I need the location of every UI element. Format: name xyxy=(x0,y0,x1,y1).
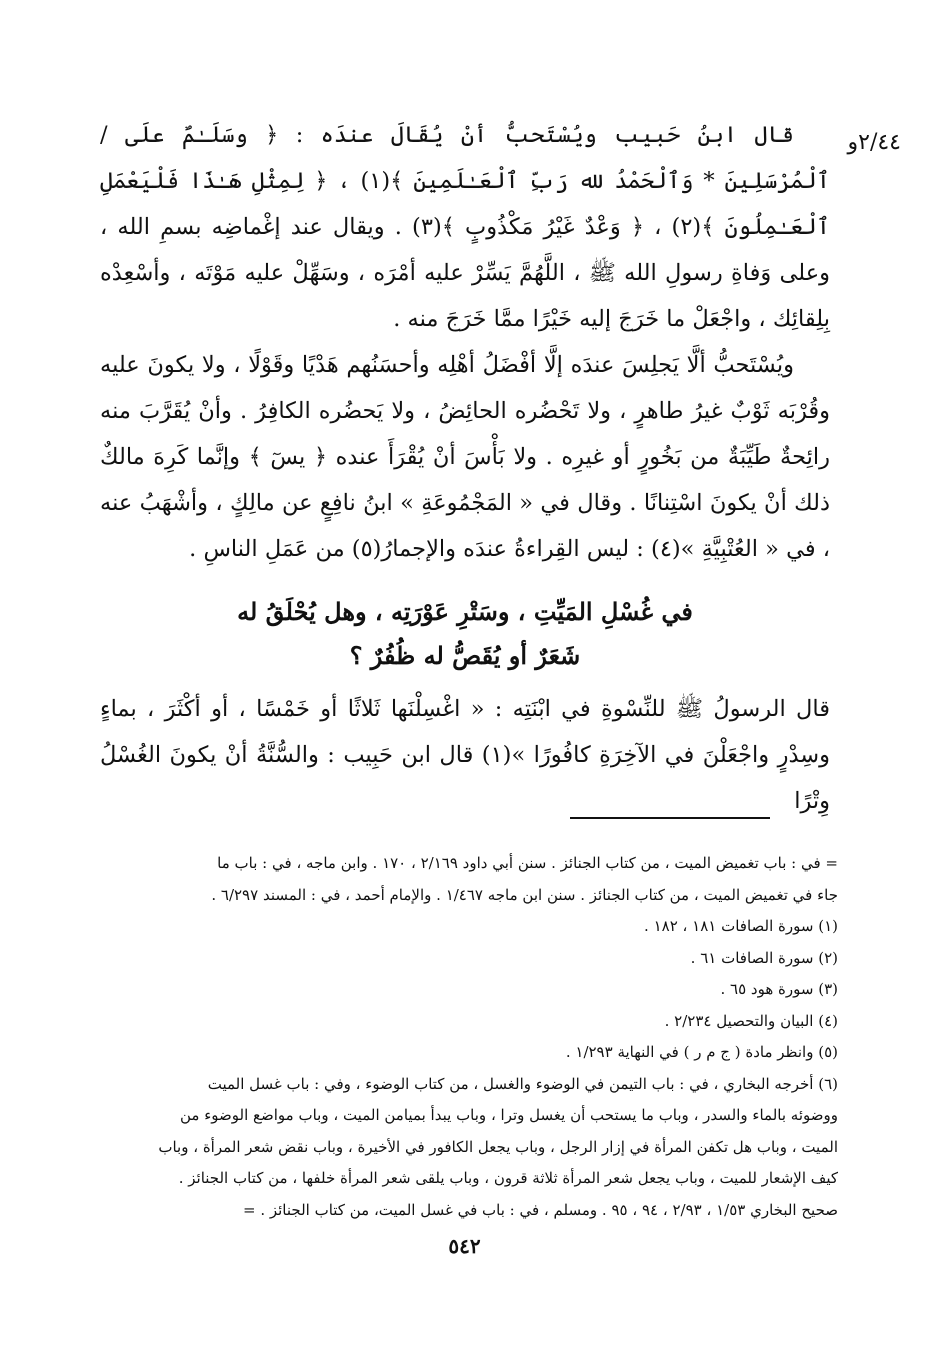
section-heading xyxy=(100,590,830,678)
main-text xyxy=(100,112,830,572)
manuscript-folio-note: ٢/٤٤و xyxy=(847,130,901,155)
main-text-continued xyxy=(100,686,830,824)
footnote-line: = في : باب تغميض الميت ، من كتاب الجنائز . سنن أبي داود ٢/١٦٩ ، ١٧٠ . وابن ماجه ، في : باب ما xyxy=(217,854,838,872)
footnote-line: كيف الإشعار للميت ، وباب يجعل شعر المرأة ثلاثة قرون ، وباب يلقى شعر المرأة خلفها ، من كتاب الجنائز . xyxy=(178,1169,838,1187)
paragraph-2: ويُسْتَحبُّ ألَّا يَجلِسَ عندَه إلَّا أفْضَلُ أهْلِه وأحسَنُهم هَدْيًا وقَوْلًا ، ولا يكونَ عليه وقُرْبَه ثَوْبٌ غيرُ طاهرٍ ، ولا تَحْضُره الحائِضُ ، ولا يَحضُره الكافِرُ . وأنْ يُقَرَّبَ منه رائِحةٌ طَيِّبَةٌ من بَخُورٍ أو غيرِه . ولا بَأْسَ أنْ يُقْرَأَ عنده ﴿ يسٓ ﴾ وإنَّما كَرِهَ مالكٌ ذلك أنْ يكونَ اسْتِنانًا . وقال في « المَجْمُوعَةِ » ابنُ نافِعٍ عن مالِكٍ ، وأشْهَبُ عنه ، في « العُتْبِيَّةِ »(٤) : ليس القِراءةُ عندَه والإجمارُ(٥) من عَمَلِ الناسِ . xyxy=(100,352,830,562)
footnote-line: (١) سورة الصافات ١٨١ ، ١٨٢ . xyxy=(644,917,838,935)
page-number: ٥٤٢ xyxy=(448,1234,481,1258)
heading-line-1: في غُسْلِ المَيِّتِ ، وسَتْرِ عَوْرَتِه ، وهل يُحْلَقُ له xyxy=(237,597,693,626)
footnote-line: الميت ، وباب هل تكفن المرأة في إزار الرجل ، وباب يجعل الكافور في الأخيرة ، وباب نقض شعر المرأة ، وباب xyxy=(158,1137,838,1156)
footnote-line: (٢) سورة الصافات ٦١ . xyxy=(690,948,838,967)
footnote-line: جاء في تغميض الميت ، من كتاب الجنائز . سنن ابن ماجه ١/٤٦٧ . والإمام أحمد ، في : المسند ٦/٢٩٧ . xyxy=(211,885,838,904)
paragraph-3: قال الرسولُ ﷺ للنِّسْوةِ في ابْنَتِه : « اغْسِلْنَها ثَلاثًا أو خَمْسًا ، أو أكْثَرَ ، بماءٍ وسِدْرٍ واجْعَلْنَ في الآخِرَةِ كافُورًا »(١) قال ابن حَبِيب : والسُّنَّةُ أنْ يكونَ الغُسْلُ وِتْرًا xyxy=(100,696,830,814)
footnote-line: (٦) أخرجه البخاري ، في : باب التيمن في الوضوء والغسل ، من كتاب الوضوء ، وفي : باب غسل الميت xyxy=(207,1074,838,1093)
heading-line-2: شَعَرٌ أو يُقَصُّ له ظُفُرٌ ؟ xyxy=(349,641,581,670)
footnote-line: (٤) البيان والتحصيل ٢/٢٣٤ . xyxy=(664,1011,838,1030)
footnote-line: (٥) وانظر مادة ( ج م ر ) في النهاية ١/٢٩٣ . xyxy=(565,1043,838,1061)
footnote-line: (٣) سورة هود ٦٥ . xyxy=(720,980,838,998)
footnote-line: ووضوئه بالماء والسدر ، وباب ما يستحب أن يغسل وترا ، وباب يبدأ بميامن الميت ، وباب مواضع الوضوء من xyxy=(180,1106,838,1124)
paragraph-1: قال ابنُ حَبيب ويُسْتَحبُّ أنْ يُقَالَ عندَه : ﴿ وسَلَـٰمٌ علَى / ٱلْمُرْسَلِينَ * وَٱلْحَمْدُ لله رَبِّ ٱلْعَـٰلَمِينَ ﴾(١) ، ﴿ لِمِثْلِ هَـٰذَا فَلْيَعْمَلِ ٱلْعَـٰمِلُونَ ﴾(٢) ، ﴿ وَعْدٌ غَيْرُ مَكْذُوبٍ ﴾(٣) . ويقال عند إغْماضِه بسمِ الله ، وعلى وَفاةِ رسولِ الله ﷺ ، اللَّهُمَّ يَسِّرْ عليه أمْرَه ، وسَهِّلْ عليه مَوْتَه ، وأسْعِدْه بِلِقائِك ، واجْعَلْ ما خَرَجَ إليه خَيْرًا ممَّا خَرَجَ منه . xyxy=(100,122,830,332)
footnote-line: صحيح البخاري ١/٥٣ ، ٢/٩٣ ، ٩٤ ، ٩٥ . ومسلم ، في : باب في غسل الميت، من كتاب الجنائز . = xyxy=(242,1200,838,1219)
footnotes xyxy=(100,848,838,1226)
footnote-separator xyxy=(570,817,770,819)
